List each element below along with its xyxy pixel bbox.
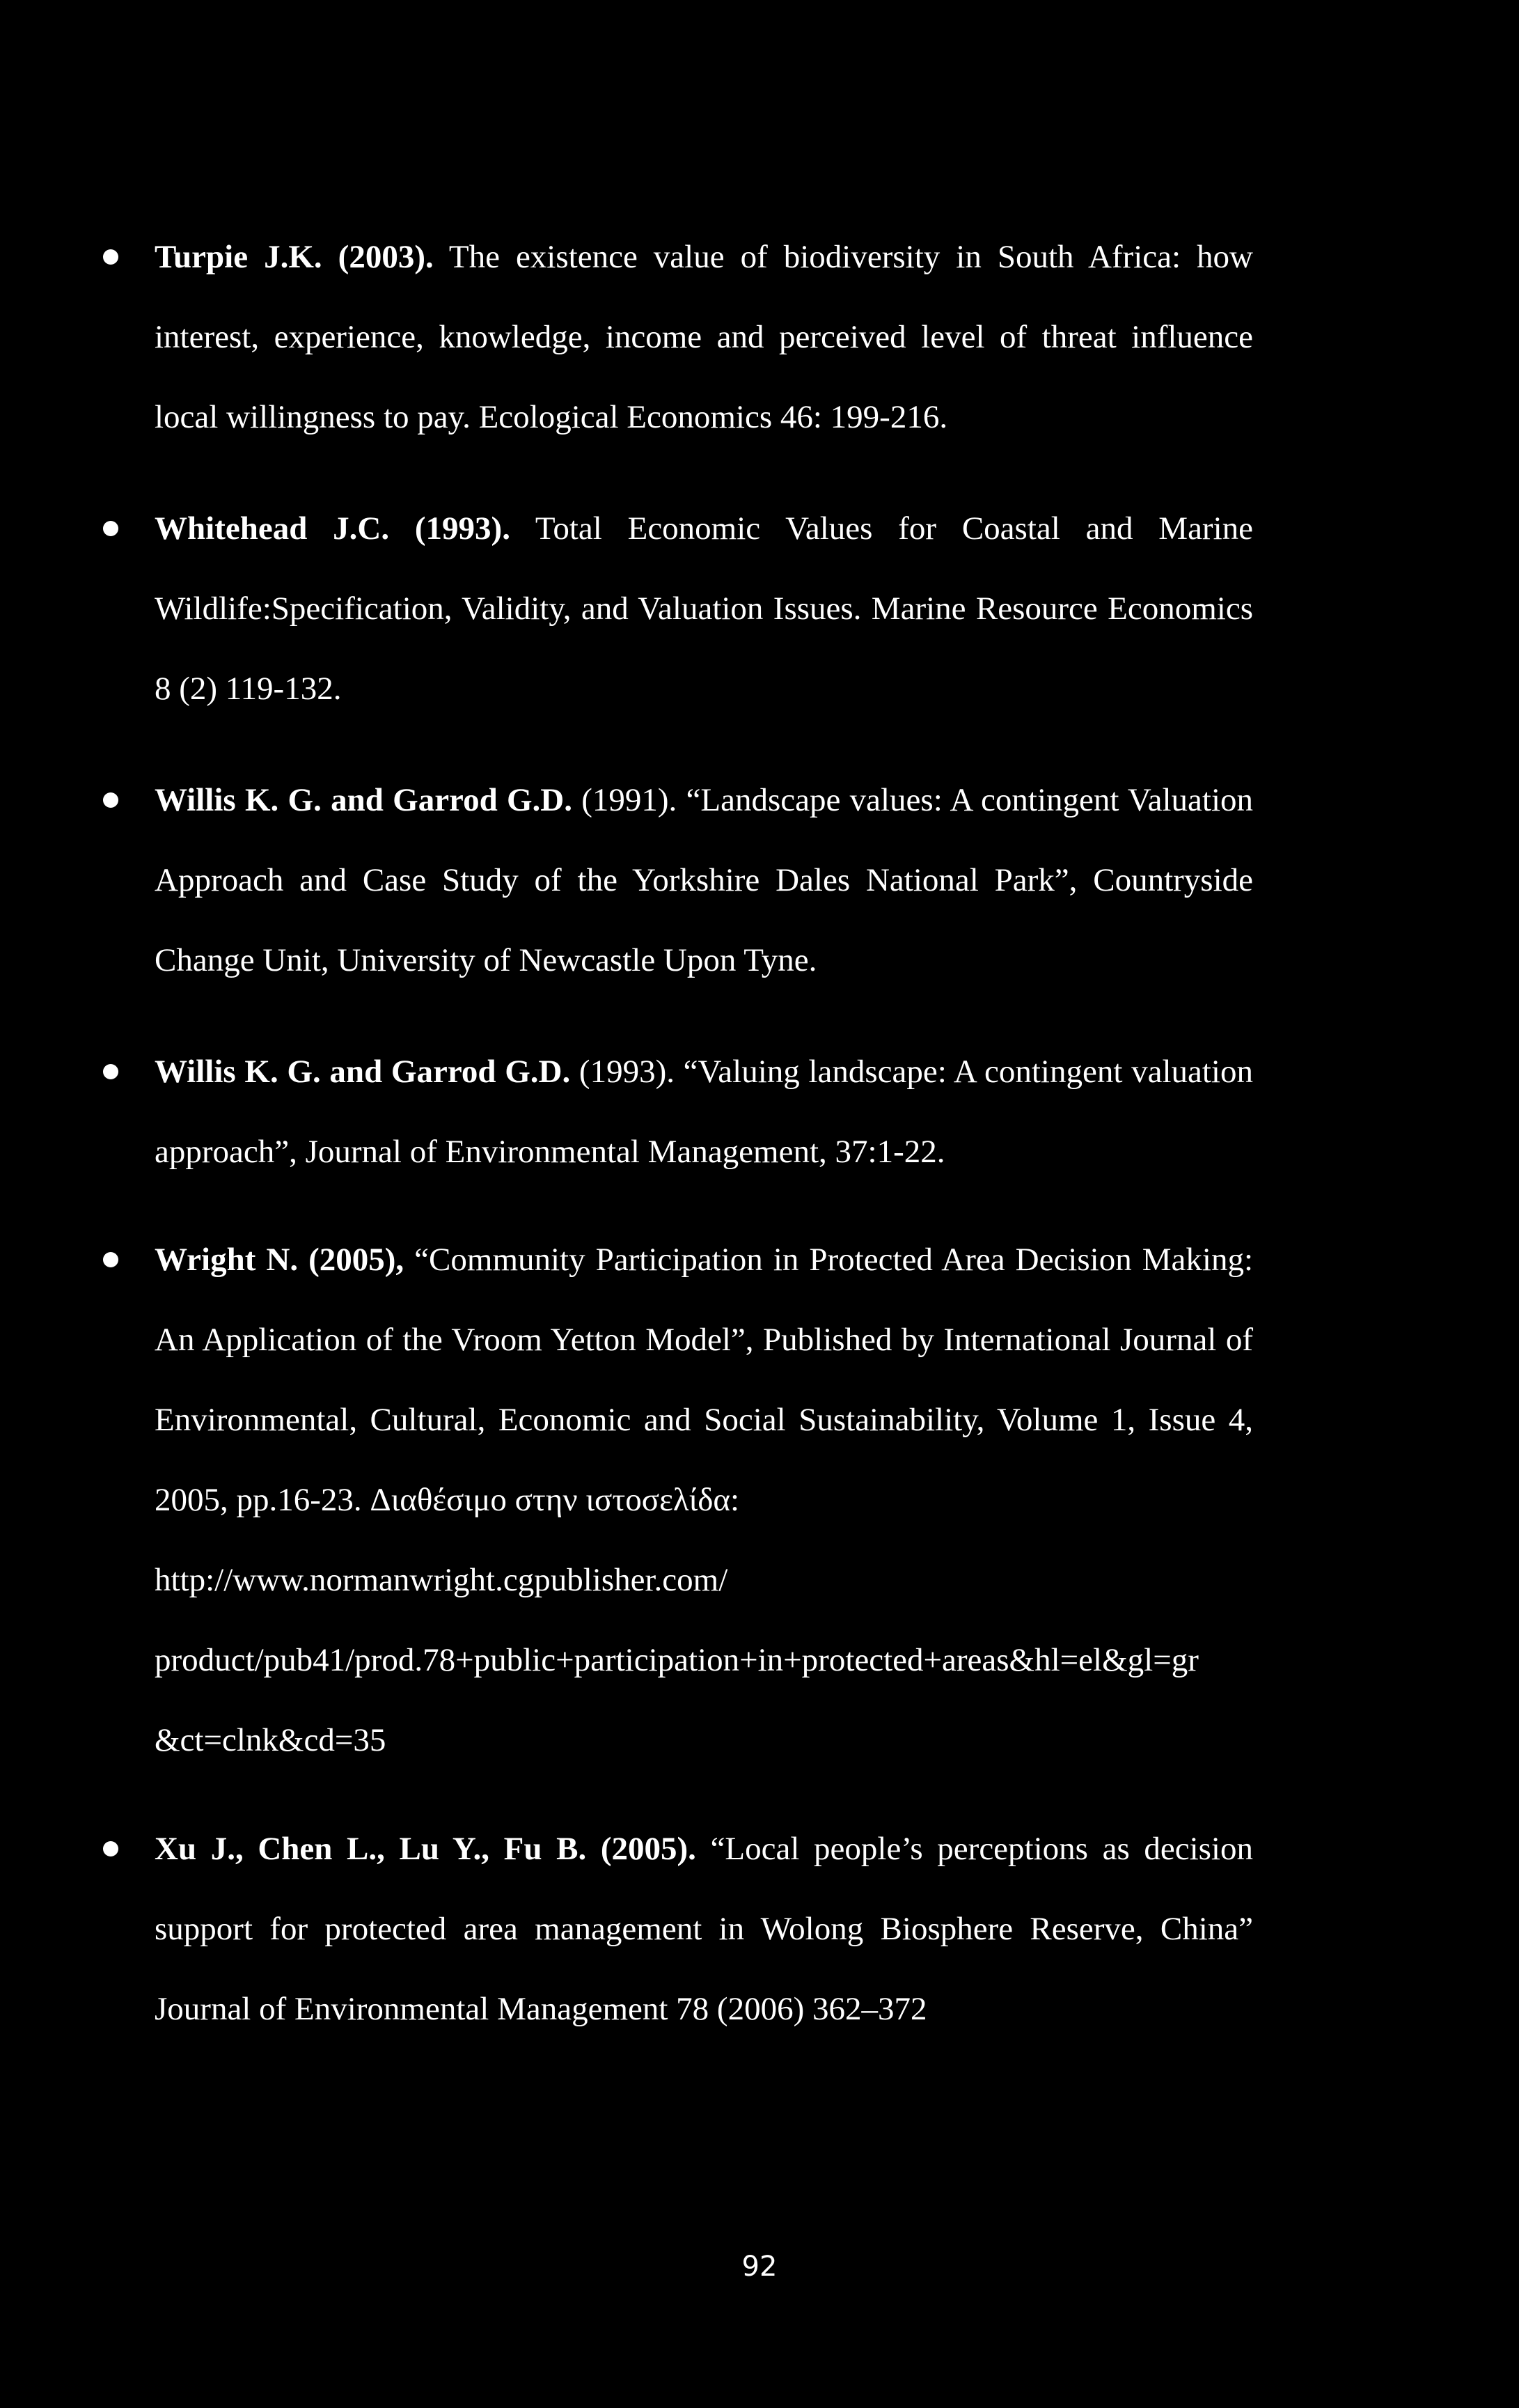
reference-author: Whitehead J.C. (1993). xyxy=(155,510,510,547)
reference-url[interactable]: product/pub41/prod.78+public+participation+in+protected+areas&hl=el&gl=gr xyxy=(155,1642,1199,1678)
bullet-icon xyxy=(103,1064,118,1079)
reference-author: Willis K. G. and Garrod G.D. xyxy=(155,782,572,818)
reference-item xyxy=(155,489,1253,729)
reference-item xyxy=(155,760,1253,1001)
reference-item xyxy=(155,1032,1253,1192)
reference-url[interactable]: http://www.normanwright.cgpublisher.com/ xyxy=(155,1562,728,1598)
reference-item xyxy=(155,217,1253,458)
reference-text: “Local people’s perceptions as decision support for protected area management in Wolong Biosphere Reserve, China” Journal of Environmental Management 78 (2006) 362–372 xyxy=(155,1831,1253,2027)
reference-url[interactable]: &ct=clnk&cd=35 xyxy=(155,1722,386,1758)
bullet-icon xyxy=(103,792,118,808)
reference-text: “Community Participation in Protected Area Decision Making: An Application of the Vroom Yetton Model”, Published by International Journal of Environmental, Cultural, Economic and Social Sustainability, Volume 1, Issue 4, 2005, pp.16-23. Διαθέσιμο στην ιστοσελίδα: xyxy=(155,1242,1254,1518)
reference-author: Turpie J.K. (2003). xyxy=(155,239,434,275)
reference-author: Wright N. (2005), xyxy=(155,1242,404,1278)
reference-text: (1993). “Valuing landscape: A contingent valuation approach”, Journal of Environmental Management, 37:1-22. xyxy=(155,1054,1253,1170)
bullet-icon xyxy=(103,249,118,265)
page-number: 92 xyxy=(741,2251,778,2283)
reference-item xyxy=(155,1809,1253,2049)
reference-text: (1991). “Landscape values: A contingent Valuation Approach and Case Study of the Yorkshire Dales National Park”, Countryside Change Unit, University of Newcastle Upon Tyne. xyxy=(155,782,1254,978)
reference-text: The existence value of biodiversity in South Africa: how interest, experience, knowledge, income and perceived level of threat influence local willingness to pay. Ecological Economics 46: 199-216. xyxy=(155,239,1253,435)
reference-author: Xu J., Chen L., Lu Y., Fu B. (2005). xyxy=(155,1831,696,1867)
bullet-icon xyxy=(103,1252,118,1267)
bullet-icon xyxy=(103,521,118,536)
reference-author: Willis K. G. and Garrod G.D. xyxy=(155,1054,571,1090)
reference-item xyxy=(155,1220,1253,1781)
reference-text: Total Economic Values for Coastal and Marine Wildlife:Specification, Validity, and Valuation Issues. Marine Resource Economics 8 (2) 119-132. xyxy=(155,510,1253,707)
bullet-icon xyxy=(103,1841,118,1856)
